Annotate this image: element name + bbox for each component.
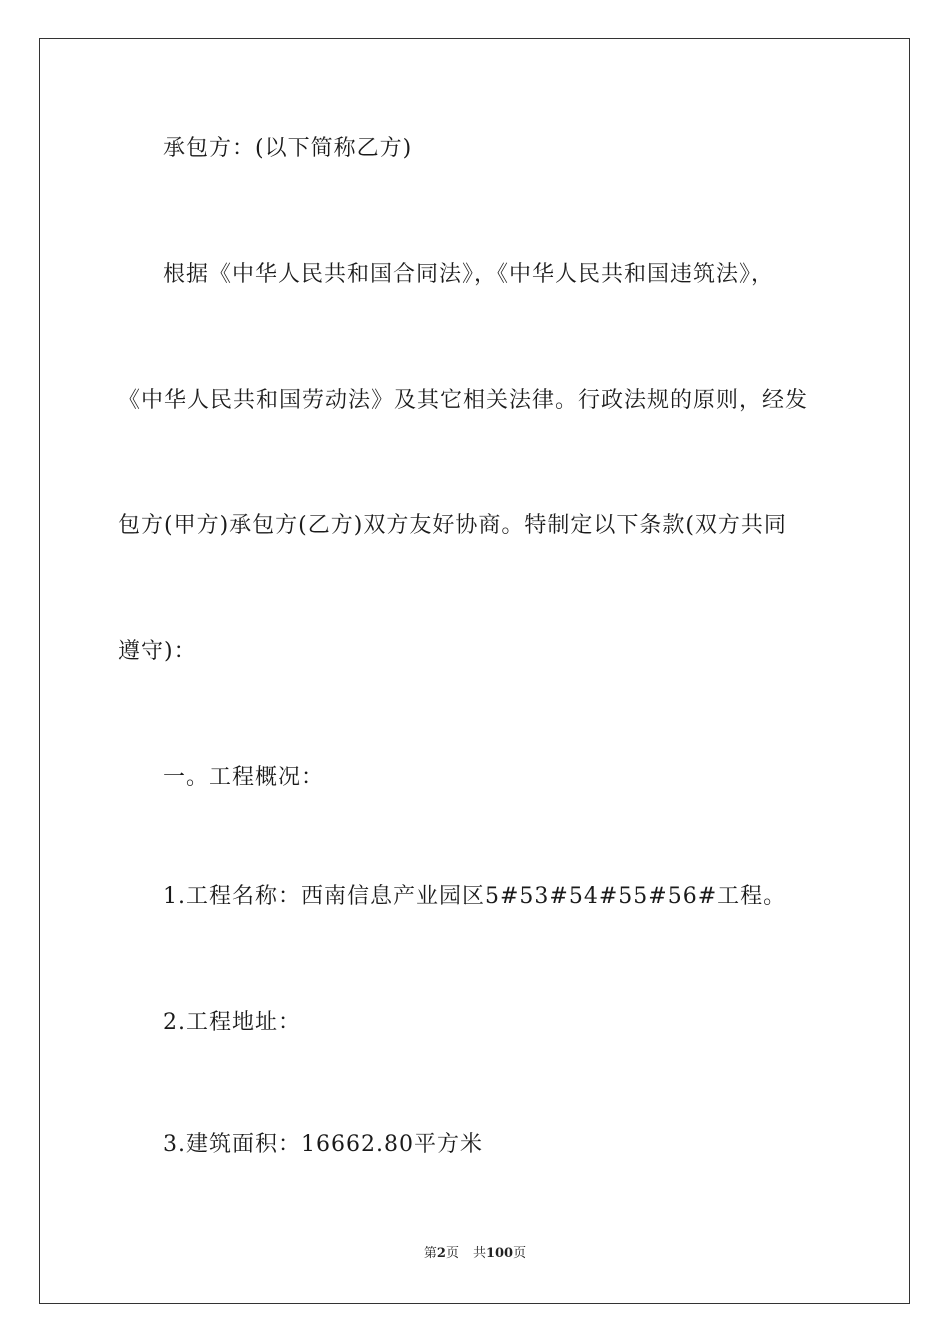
footer-total-pages: 100 <box>485 1246 514 1261</box>
paragraph-contractor: 承包方：(以下简称乙方) <box>163 136 413 161</box>
footer-page-prefix: 第 <box>423 1246 437 1261</box>
paragraph-basis-line-1: 根据《中华人民共和国合同法》，《中华人民共和国违筑法》， <box>163 262 775 287</box>
section-heading-project-overview: 一。工程概况： <box>163 765 325 790</box>
page-border <box>39 38 910 1304</box>
paragraph-basis-line-3: 包方(甲方)承包方(乙方)双方友好协商。特制定以下条款(双方共同 <box>118 513 787 538</box>
item-building-area: 3.建筑面积：16662.80平方米 <box>163 1132 483 1157</box>
item-project-address: 2.工程地址： <box>163 1010 301 1035</box>
footer-total-prefix: 共 <box>472 1246 486 1261</box>
page-footer <box>0 1244 950 1264</box>
paragraph-basis-line-2: 《中华人民共和国劳动法》及其它相关法律。行政法规的原则，经发 <box>118 388 809 413</box>
footer-total-suffix: 页 <box>513 1246 527 1261</box>
paragraph-basis-line-4: 遵守)： <box>118 639 197 664</box>
footer-page-suffix: 页 <box>445 1246 459 1261</box>
item-project-name: 1.工程名称：西南信息产业园区5#53#54#55#56#工程。 <box>163 884 787 909</box>
footer-page-number: 2 <box>436 1246 446 1261</box>
